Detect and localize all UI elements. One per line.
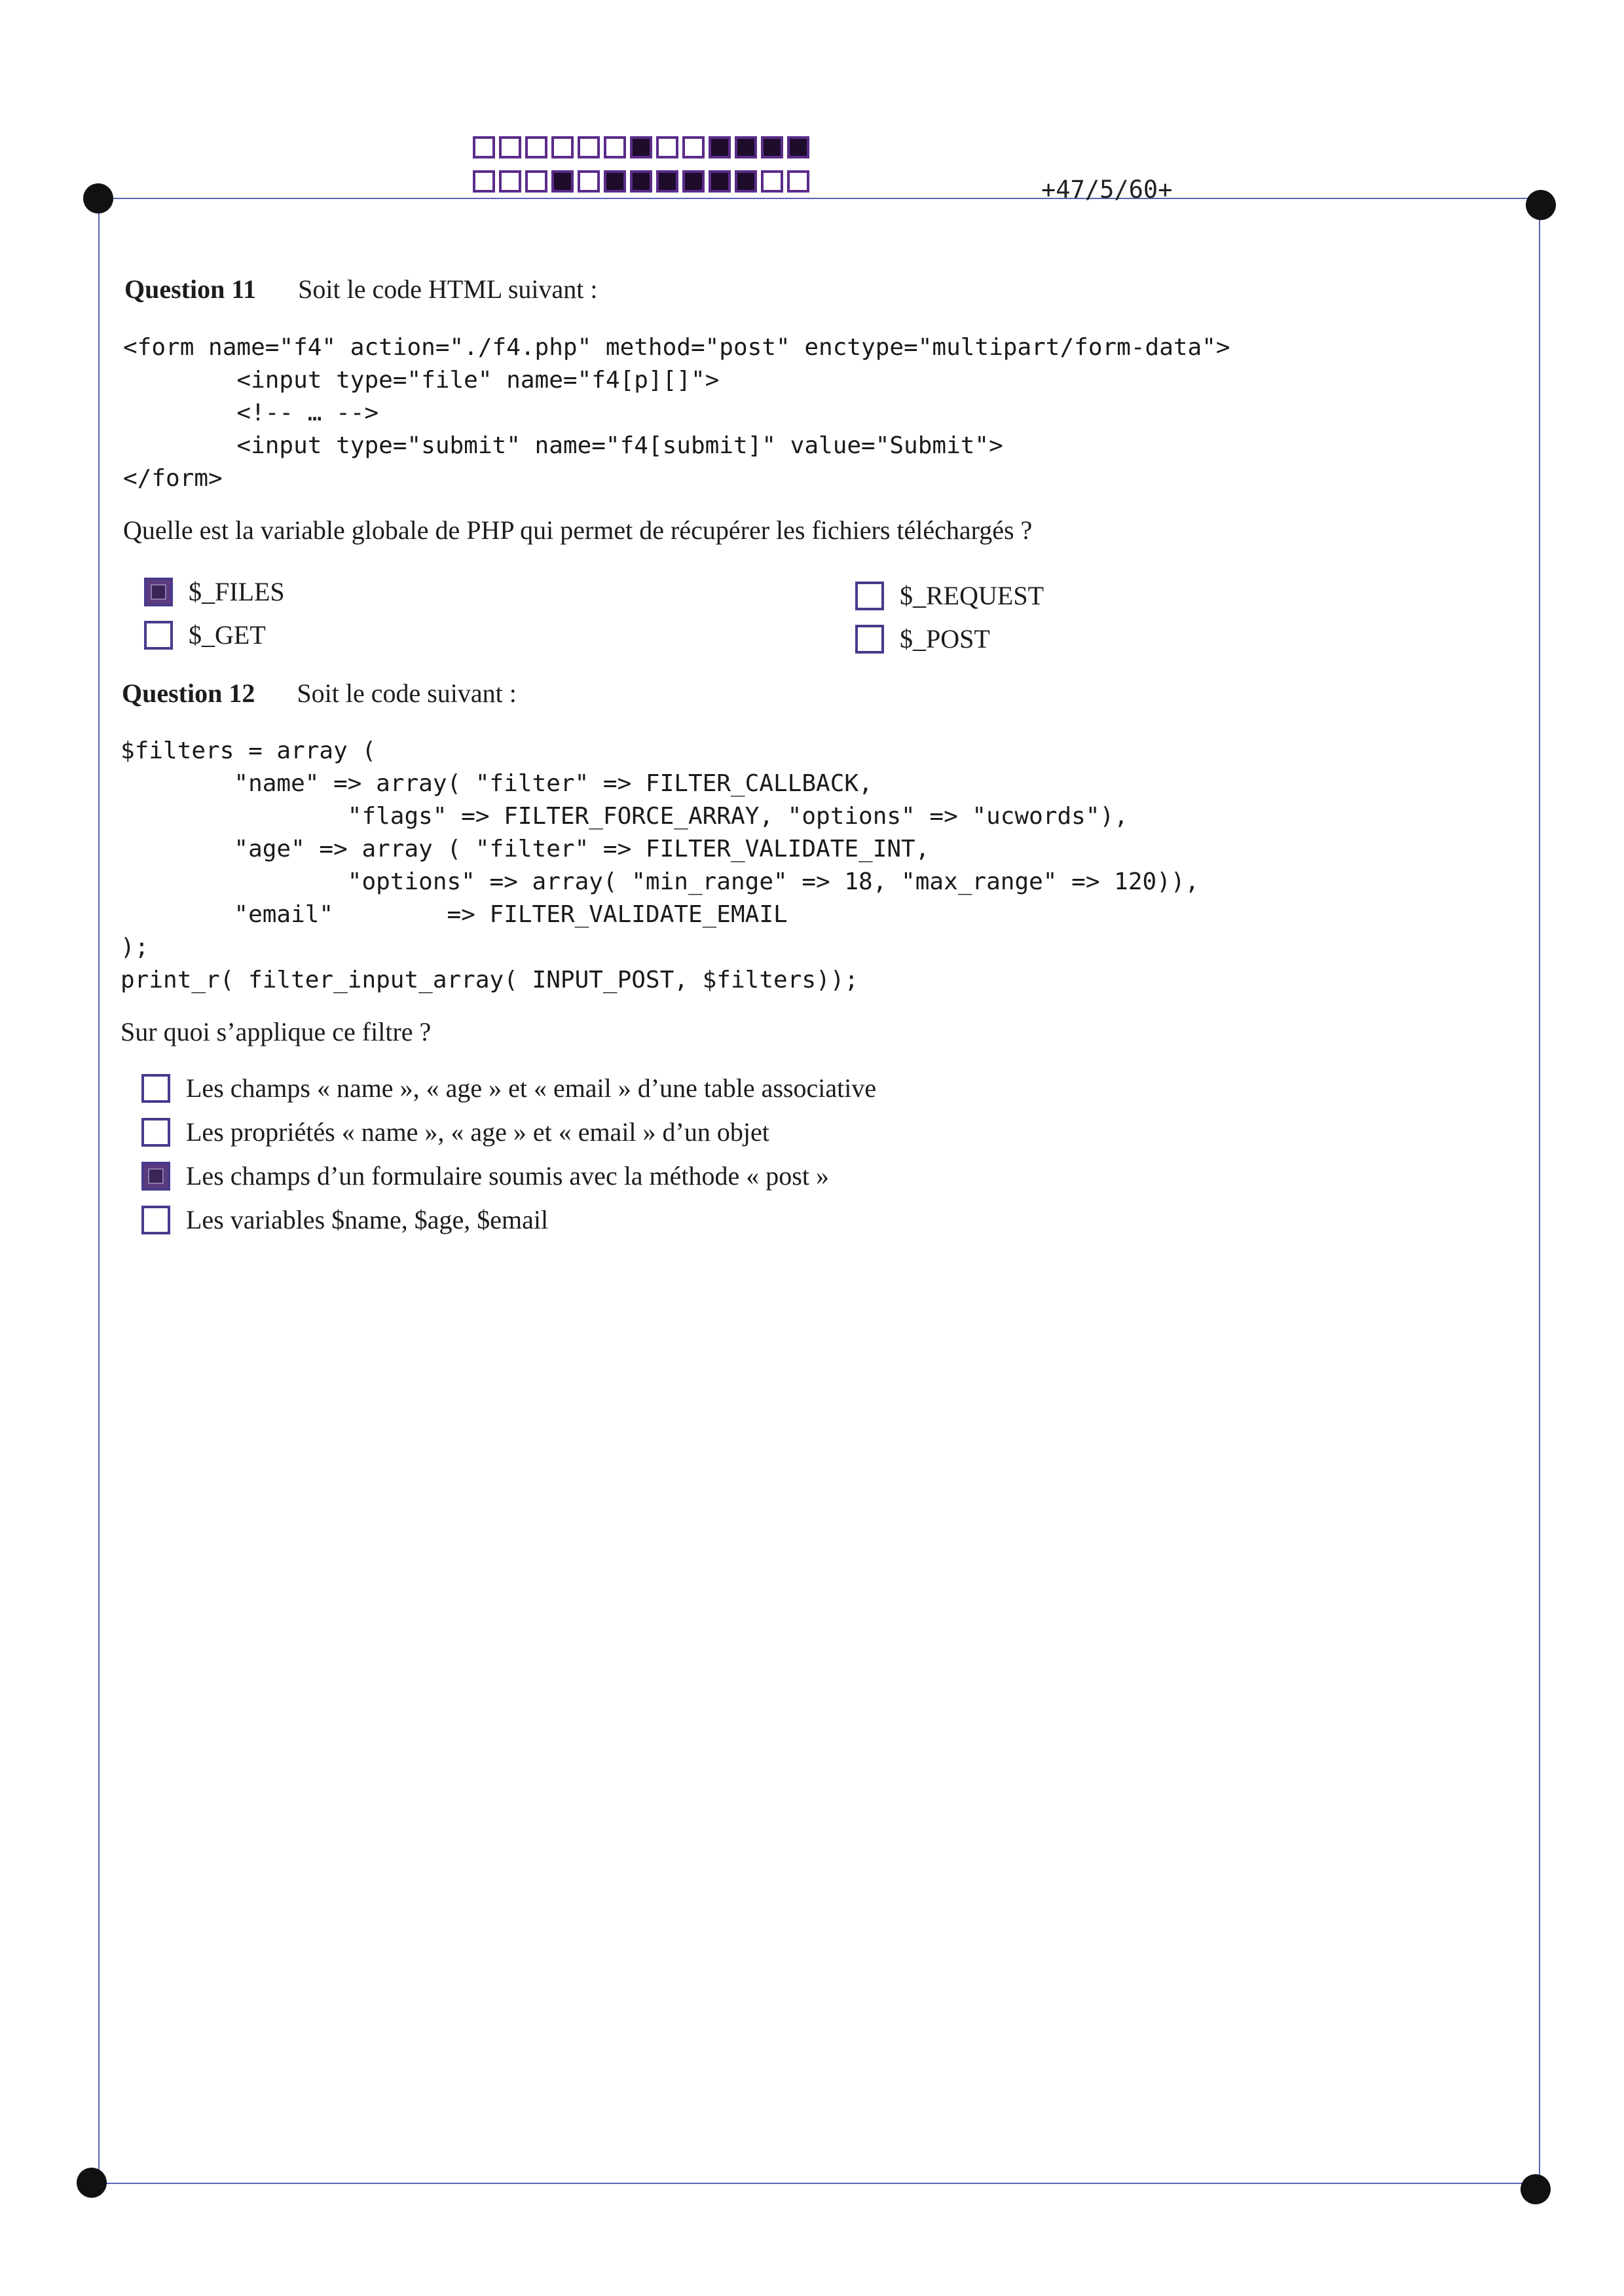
binary-code-row-2 [473,170,813,193]
question-11-code: <form name="f4" action="./f4.php" method="post" enctype="multipart/form-data"> <input type="file" name="f4[p][]"> <!-- … --> <input type="submit" name="f4[submit]" value="Submit"> </form> [123,334,1230,492]
frame-top-line [98,198,1539,199]
q12-answer-3-checkbox[interactable] [141,1162,170,1191]
binary-cell [787,136,809,158]
binary-cell [735,170,757,193]
corner-mark-bottom-right [1521,2174,1551,2204]
binary-cell [656,136,678,158]
q12-answer-associative-table[interactable] [141,1073,876,1103]
binary-cell [630,170,652,193]
q12-answer-variables[interactable] [141,1204,548,1235]
binary-code-row-1 [473,136,813,158]
q11-answer-get-checkbox[interactable] [144,621,173,650]
q12-answer-2-label: Les propriétés « name », « age » et « email » d’un objet [186,1117,769,1147]
frame-right-line [1539,198,1540,2183]
q11-answer-files-label: $_FILES [189,577,285,606]
q12-answer-1-label: Les champs « name », « age » et « email » d’une table associative [186,1073,877,1103]
binary-cell [499,136,521,158]
question-12-heading [122,678,517,709]
frame-bottom-line [92,2183,1539,2184]
q12-answer-post-form-fields[interactable] [141,1160,829,1191]
binary-cell [525,170,547,193]
binary-cell [604,136,626,158]
q11-answer-files[interactable] [144,576,285,607]
binary-cell [551,136,574,158]
binary-cell [499,170,521,193]
q11-answer-post-label: $_POST [900,624,990,654]
q12-answer-4-label: Les variables $name, $age, $email [186,1205,549,1234]
binary-cell [525,136,547,158]
binary-cell [578,170,600,193]
question-11-label: Question 11 [124,274,257,304]
q11-answer-get[interactable] [144,620,266,650]
question-11-prompt: Quelle est la variable globale de PHP qui permet de récupérer les fichiers téléchargés ? [123,515,1033,545]
binary-cell [473,136,495,158]
binary-cell [630,136,652,158]
binary-cell [682,170,705,193]
question-12-label: Question 12 [122,678,255,708]
question-11-heading [124,274,598,305]
q12-answer-object-properties[interactable] [141,1117,769,1147]
binary-cell [709,136,731,158]
corner-mark-top-left [83,183,113,213]
question-12-code: $filters = array ( "name" => array( "filter" => FILTER_CALLBACK, "flags" => FILTER_FORCE_ARRAY, "options" => "ucwords"), "age" => array ( "filter" => FILTER_VALIDATE_INT, "options" => array( "min_range" => 18, "max_range" => 120)), "email" => FILTER_VALIDATE_EMAIL ); print_r( filter_input_array( INPUT_POST, $filters)); [120,737,1200,993]
q12-answer-1-checkbox[interactable] [141,1074,170,1103]
binary-cell [473,170,495,193]
q12-answer-4-checkbox[interactable] [141,1206,170,1234]
binary-cell [682,136,705,158]
binary-cell [656,170,678,193]
q11-answer-request[interactable] [855,580,1044,611]
q11-answer-post-checkbox[interactable] [855,625,884,654]
q11-answer-get-label: $_GET [189,620,266,650]
q11-answer-request-checkbox[interactable] [855,582,884,610]
q12-answer-2-checkbox[interactable] [141,1118,170,1147]
binary-cell [735,136,757,158]
frame-left-line [98,198,100,2183]
q12-answer-3-label: Les champs d’un formulaire soumis avec la méthode « post » [186,1161,829,1191]
binary-cell [787,170,809,193]
question-12-prompt: Sur quoi s’applique ce filtre ? [120,1017,432,1046]
binary-cell [709,170,731,193]
q11-answer-files-checkbox[interactable] [144,578,173,606]
binary-cell [761,170,783,193]
binary-cell [578,136,600,158]
q11-answer-post[interactable] [855,623,990,654]
page-identifier: +47/5/60+ [1041,176,1173,204]
binary-cell [761,136,783,158]
corner-mark-bottom-left [77,2168,107,2198]
question-12-intro: Soit le code suivant : [297,678,517,708]
q11-answer-request-label: $_REQUEST [900,581,1044,610]
corner-mark-top-right [1526,190,1556,220]
question-11-intro: Soit le code HTML suivant : [298,274,598,304]
binary-cell [604,170,626,193]
binary-cell [551,170,574,193]
